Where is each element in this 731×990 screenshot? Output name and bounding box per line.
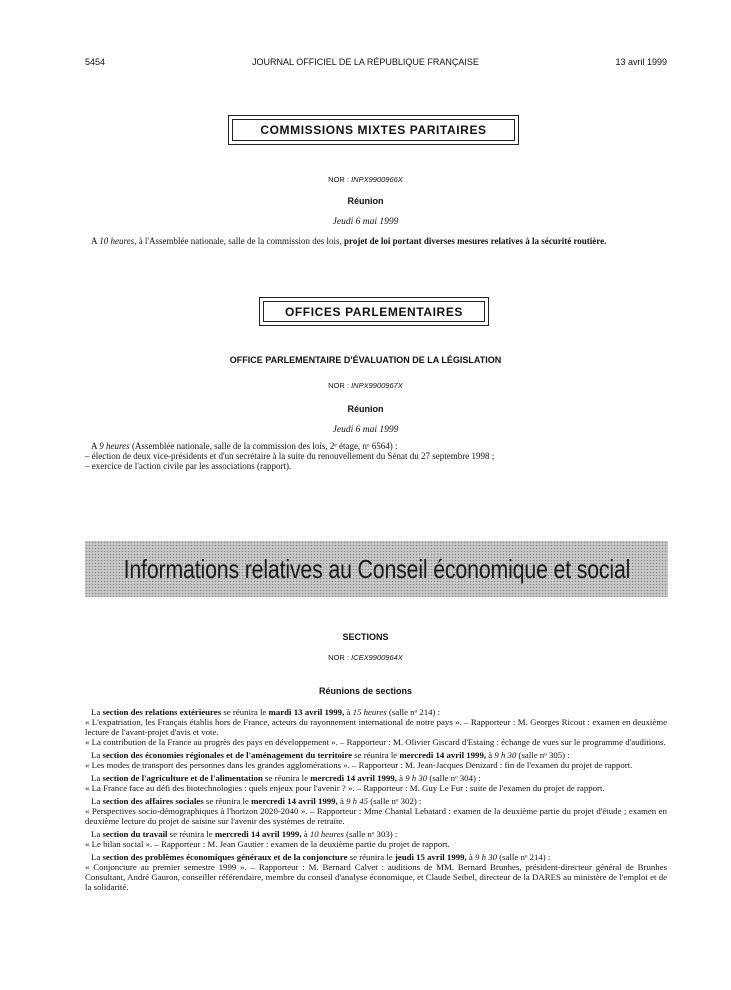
ces-banner-title: Informations relatives au Conseil économique et social bbox=[123, 553, 630, 584]
sections-heading: Réunions de sections bbox=[318, 686, 413, 696]
journal-title: JOURNAL OFFICIEL DE LA RÉPUBLIQUE FRANÇAISE bbox=[252, 57, 479, 67]
offices-title: OFFICES PARLEMENTAIRES bbox=[263, 301, 485, 322]
offices-item-1: – élection de deux vice-présidents et d'un secrétaire à la suite du renouvellement du Sénat du 27 septembre 1998 ; bbox=[85, 451, 495, 461]
section-4-announcement: La section des affaires sociales se réunira le mercredi 14 avril 1999, à 9 h 45 (salle nᵒ 302) : bbox=[91, 795, 422, 806]
offices-nor: NOR : INPX9900967X bbox=[328, 381, 403, 390]
page-number: 5454 bbox=[85, 57, 106, 67]
issue-date: 13 avril 1999 bbox=[615, 57, 667, 67]
section-3-item-1: « La France face au défi des biotechnologies : quels enjeux pour l'avenir ? ». – Rapporteur : M. Guy Le Fur : suite de l'examen du projet de rapport. bbox=[85, 782, 605, 793]
section-5-announcement: La section du travail se réunira le mercredi 14 avril 1999, à 10 heures (salle nᵒ 303) : bbox=[91, 828, 398, 839]
cmp-nor-code: INPX9900966X bbox=[351, 175, 403, 184]
offices-text: A 9 heures (Assemblée nationale, salle de la commission des lois, 2ᵉ étage, nᵒ 6564) : – élection de deux vice-présidents et d'un secrétaire à la suite du renouvellement du Sénat du 27 septembre 1998 ; – exercice de l'action civile par les associations (rapport). bbox=[85, 441, 667, 471]
offices-reunion-heading: Réunion bbox=[347, 404, 384, 414]
offices-subtitle: OFFICE PARLEMENTAIRE D'ÉVALUATION DE LA LÉGISLATION bbox=[229, 355, 502, 365]
offices-nor-code: INPX9900967X bbox=[351, 381, 403, 390]
offices-item-2: – exercice de l'action civile par les associations (rapport). bbox=[85, 461, 292, 471]
sections-title: SECTIONS bbox=[342, 632, 389, 642]
offices-title-box bbox=[259, 297, 489, 326]
section-2-item-1: « Les modes de transport des personnes dans les grandes agglomérations ». – Rapporteur : M. Jean-Jacques Denizard : fin de l'examen du projet de rapport. bbox=[85, 760, 633, 771]
section-4-item-1: « Perspectives socio-démographiques à l'horizon 2020-2040 ». – Rapporteur : Mme Chantal Lebatard : examen de la deuxième partie du projet d'étude ; examen en deuxième lecture du projet de saisine sur l'avenir des systèmes de retraite. bbox=[85, 805, 667, 827]
cmp-date: Jeudi 6 mai 1999 bbox=[332, 217, 399, 227]
section-3-announcement: La section de l'agriculture et de l'alimentation se réunira le mercredi 14 avril 1999, à 9 h 30 (salle nᵒ 304) : bbox=[91, 772, 481, 783]
section-6-announcement: La section des problèmes économiques généraux et de la conjoncture se réunira le jeudi 15 avril 1999, à 9 h 30 (salle nᵒ 214) : bbox=[91, 851, 551, 862]
cmp-title: COMMISSIONS MIXTES PARITAIRES bbox=[232, 119, 515, 141]
section-5-item-1: « Le bilan social ». – Rapporteur : M. Jean Gautier : examen de la deuxième partie du projet de rapport. bbox=[85, 838, 450, 849]
cmp-reunion-heading: Réunion bbox=[347, 196, 384, 206]
ces-banner bbox=[85, 541, 668, 597]
cmp-title-box bbox=[228, 115, 519, 145]
section-1-announcement: La section des relations extérieures se réunira le mardi 13 avril 1999, à 15 heures (salle nᵒ 214) : bbox=[91, 706, 441, 717]
cmp-nor: NOR : INPX9900966X bbox=[328, 175, 403, 184]
offices-date: Jeudi 6 mai 1999 bbox=[332, 425, 399, 435]
section-1-item-2: « La contribution de la France au progrès des pays en développement ». – Rapporteur : M. Olivier Giscard d'Estaing : échange de vues sur le programme d'auditions. bbox=[85, 737, 666, 748]
sections-nor: NOR : ICEX9900964X bbox=[328, 653, 403, 662]
section-1-item-1: « L'expatriation, les Français établis hors de France, acteurs du rayonnement international de notre pays ». – Rapporteur : M. Georges Ricout : examen en deuxième lecture de l'avant-projet d'avis et vote. bbox=[85, 716, 667, 737]
section-2-announcement: La section des économies régionales et de l'aménagement du territoire se réunira le mercredi 14 avril 1999, à 9 h 30 (salle nᵒ 305) : bbox=[91, 749, 570, 760]
cmp-text: A 10 heures, à l'Assemblée nationale, salle de la commission des lois, projet de loi portant diverses mesures relatives à la sécurité routière. bbox=[91, 236, 607, 246]
section-6-item-1: « Conjoncture au premier semestre 1999 ». – Rapporteur : M. Bernard Calvet : auditions de MM. Bernard Brunhes, président-directeur général de Brunhes Consultant, André Gauron, conseiller référendaire, membre du conseil d'analyse économique, et Claude Seibel, directeur de la DARES au ministère de l'emploi et de la solidarité. bbox=[85, 861, 667, 893]
sections-nor-code: ICEX9900964X bbox=[351, 653, 403, 662]
sections-body bbox=[85, 704, 667, 892]
